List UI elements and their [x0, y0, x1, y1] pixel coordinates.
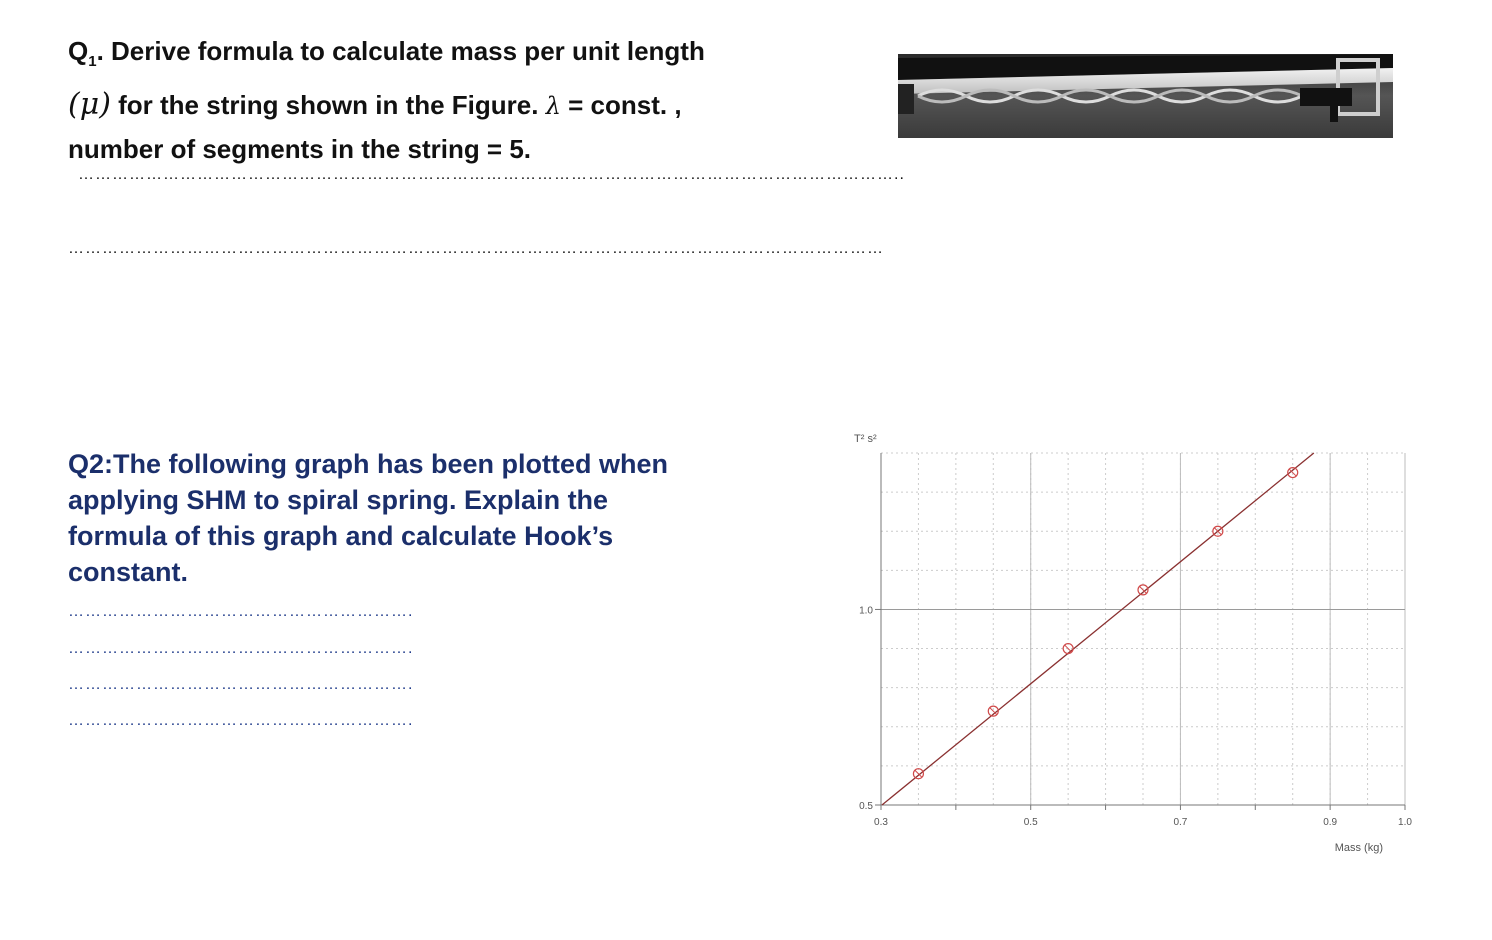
chart-grid — [881, 453, 1405, 805]
data-point-cross — [1065, 645, 1072, 652]
question-2-line: Q2:The following graph has been plotted when — [68, 449, 669, 479]
answer-line[interactable]: ……………………………………………………. — [68, 712, 414, 729]
question-1 — [68, 30, 868, 171]
question-1-label: Q — [68, 36, 89, 66]
chart-ticks — [859, 605, 1412, 828]
data-point — [913, 769, 923, 779]
chart-y-axis-label: T² s² — [854, 433, 877, 445]
answer-line[interactable]: ……………………………………………………. — [68, 603, 414, 620]
answer-line[interactable]: ……………………………………………………………………………………………………………………………… — [68, 240, 884, 257]
y-tick-label: 1.0 — [859, 605, 873, 617]
question-1-line-2 — [68, 83, 868, 128]
chart-fit-line-group — [882, 453, 1314, 805]
lambda-symbol: λ — [545, 92, 561, 121]
question-1-line-3: number of segments in the string = 5. — [68, 134, 532, 165]
question-1-line-1 — [68, 30, 868, 83]
fit-line — [882, 453, 1314, 805]
question-1-line-2-text: for the string shown in the Figure. — [110, 90, 546, 121]
answer-line[interactable]: ……………………………………………………. — [68, 640, 414, 657]
string-figure-image — [898, 54, 1393, 138]
x-tick-label: 0.7 — [1173, 817, 1188, 828]
question-1-line-1-text: . Derive formula to calculate mass per unit length — [96, 36, 705, 66]
x-tick-label: 1.0 — [1398, 817, 1412, 828]
question-2-line: formula of this graph and calculate Hook’s — [68, 521, 614, 551]
answer-line[interactable]: ……………………………………………………………………………………………………………………………….. — [78, 166, 905, 183]
y-tick-label: 0.5 — [859, 801, 873, 812]
question-2-line: applying SHM to spiral spring. Explain the — [68, 485, 609, 515]
question-2-line: constant. — [68, 557, 189, 587]
t-squared-vs-mass-chart — [845, 425, 1425, 865]
chart-x-axis-label: Mass (kg) — [1334, 842, 1383, 854]
question-2 — [68, 446, 808, 590]
answer-line[interactable]: ……………………………………………………. — [68, 676, 414, 693]
mu-symbol: (μ) — [68, 87, 111, 123]
question-1-subscript: 1 — [88, 53, 97, 71]
x-tick-label: 0.3 — [874, 817, 888, 828]
x-tick-label: 0.9 — [1323, 817, 1338, 828]
x-tick-label: 0.5 — [1023, 817, 1038, 828]
question-1-line-2-end: = const. , — [560, 90, 682, 121]
